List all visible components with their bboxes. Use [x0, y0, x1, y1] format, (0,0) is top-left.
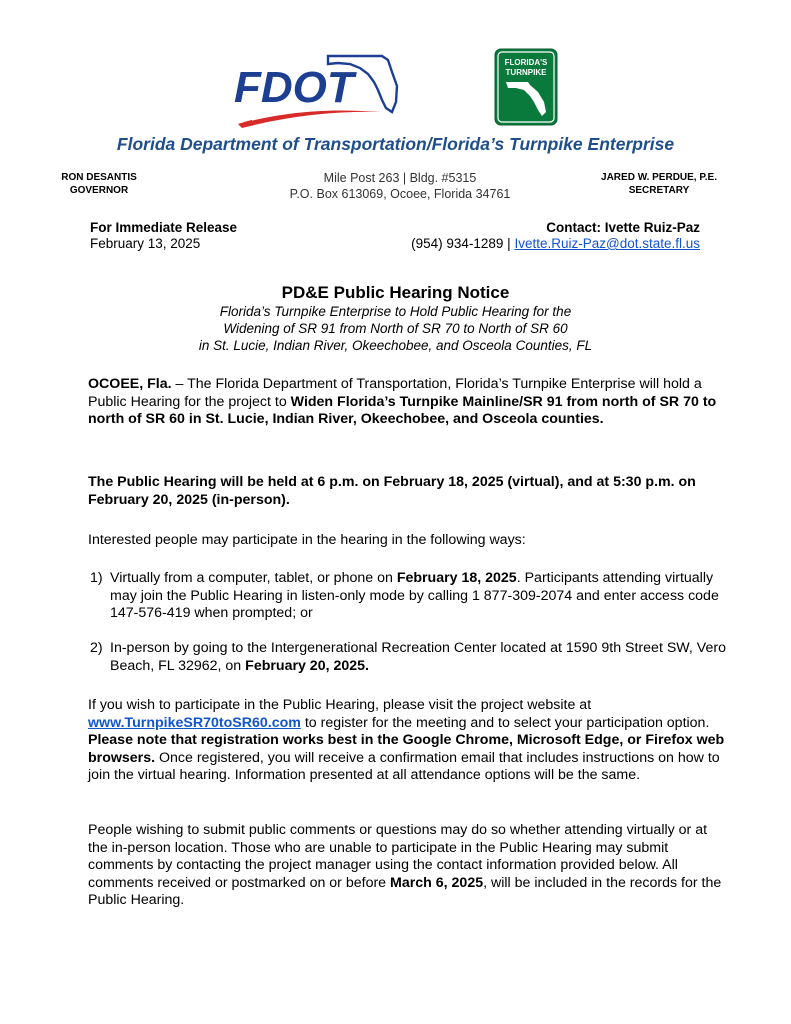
- project-website-link[interactable]: www.TurnpikeSR70toSR60.com: [88, 714, 301, 731]
- subtitle-line: Florida’s Turnpike Enterprise to Hold Public Hearing for the: [219, 304, 572, 319]
- address-line-1: Mile Post 263 | Bldg. #5315: [323, 171, 477, 185]
- subtitle-line: Widening of SR 91 from North of SR 70 to North of SR 60: [223, 321, 568, 336]
- list-item: 1) Virtually from a computer, tablet, or phone on February 18, 2025. Participants attending virtually may join the Public Hearing in listen-only mode by calling 1 877-309-2074 and enter access code 147-576-419 when prompted; or: [90, 570, 719, 622]
- department-title: Florida Department of Transportation/Florida’s Turnpike Enterprise: [116, 134, 675, 154]
- address-line-2: P.O. Box 613069, Ocoee, Florida 34761: [289, 187, 511, 201]
- contact-line: [380, 236, 700, 252]
- contact-phone: (954) 934-1289 |: [411, 236, 511, 251]
- contact-email-link[interactable]: Ivette.Ruiz-Paz@dot.state.fl.us: [514, 236, 700, 251]
- governor-title: GOVERNOR: [69, 185, 129, 196]
- release-date: February 13, 2025: [90, 236, 201, 251]
- notice-subtitle: [0, 303, 791, 354]
- turnpike-logo: [494, 48, 558, 126]
- intro-paragraph: OCOEE, Fla. – The Florida Department of Transportation, Florida’s Turnpike Enterprise will hold a Public Hearing for the project to Widen Florida’s Turnpike Mainline/SR 91 from north of SR 70 to north of SR 60 in St. Lucie, Indian River, Okeechobee, and Osceola counties.: [88, 376, 717, 428]
- notice-title: PD&E Public Hearing Notice: [281, 283, 510, 302]
- turnpike-logo-text: TURNPIKE: [505, 68, 547, 77]
- fdot-swoosh: [238, 111, 382, 129]
- list-item: 2) In-person by going to the Intergenerational Recreation Center located at 1590 9th Street SW, Vero Beach, FL 32962, on February 20, 2025.: [90, 640, 726, 674]
- comments-paragraph: People wishing to submit public comments or questions may do so whether attending virtually or at the in-person location. Those who are unable to participate in the Public Hearing may submit comments by contacting the project manager using the contact information provided below. All comments received or postmarked on or before March 6, 2025, will be included in the records for the Public Hearing.: [88, 822, 722, 909]
- release-label: For Immediate Release: [90, 220, 238, 235]
- governor-block: [44, 171, 154, 197]
- list-number: 2): [90, 640, 103, 656]
- turnpike-logo-text: FLORIDA'S: [504, 58, 548, 67]
- secretary-title: SECRETARY: [628, 185, 690, 196]
- contact-block: [380, 220, 700, 252]
- participation-intro: Interested people may participate in the hearing in the following ways:: [88, 532, 526, 548]
- release-block: [90, 220, 237, 252]
- list-number: 1): [90, 570, 103, 586]
- secretary-block: [580, 171, 738, 197]
- governor-name: RON DESANTIS: [61, 172, 137, 183]
- secretary-name: JARED W. PERDUE, P.E.: [601, 172, 717, 183]
- fdot-logo: [232, 50, 400, 128]
- registration-paragraph: If you wish to participate in the Public Hearing, please visit the project website at www.TurnpikeSR70toSR60.com to register for the meeting and to select your participation option. Please note that registration works best in the Google Chrome, Microsoft Edge, or Firefox web browsers. Once registered, you will receive a confirmation email that includes instructions on how to join the virtual hearing. Information presented at all attendance options will be the same.: [88, 697, 725, 784]
- dateline: OCOEE, Fla.: [88, 376, 172, 392]
- fdot-logo-text: FDOT: [234, 63, 354, 112]
- contact-label: Contact: Ivette Ruiz-Paz: [546, 220, 700, 235]
- subtitle-line: in St. Lucie, Indian River, Okeechobee, and Osceola Counties, FL: [198, 338, 593, 353]
- address-block: [240, 170, 560, 202]
- hearing-time-paragraph: The Public Hearing will be held at 6 p.m. on February 18, 2025 (virtual), and at 5:30 p.m. on February 20, 2025 (in-person).: [88, 474, 696, 508]
